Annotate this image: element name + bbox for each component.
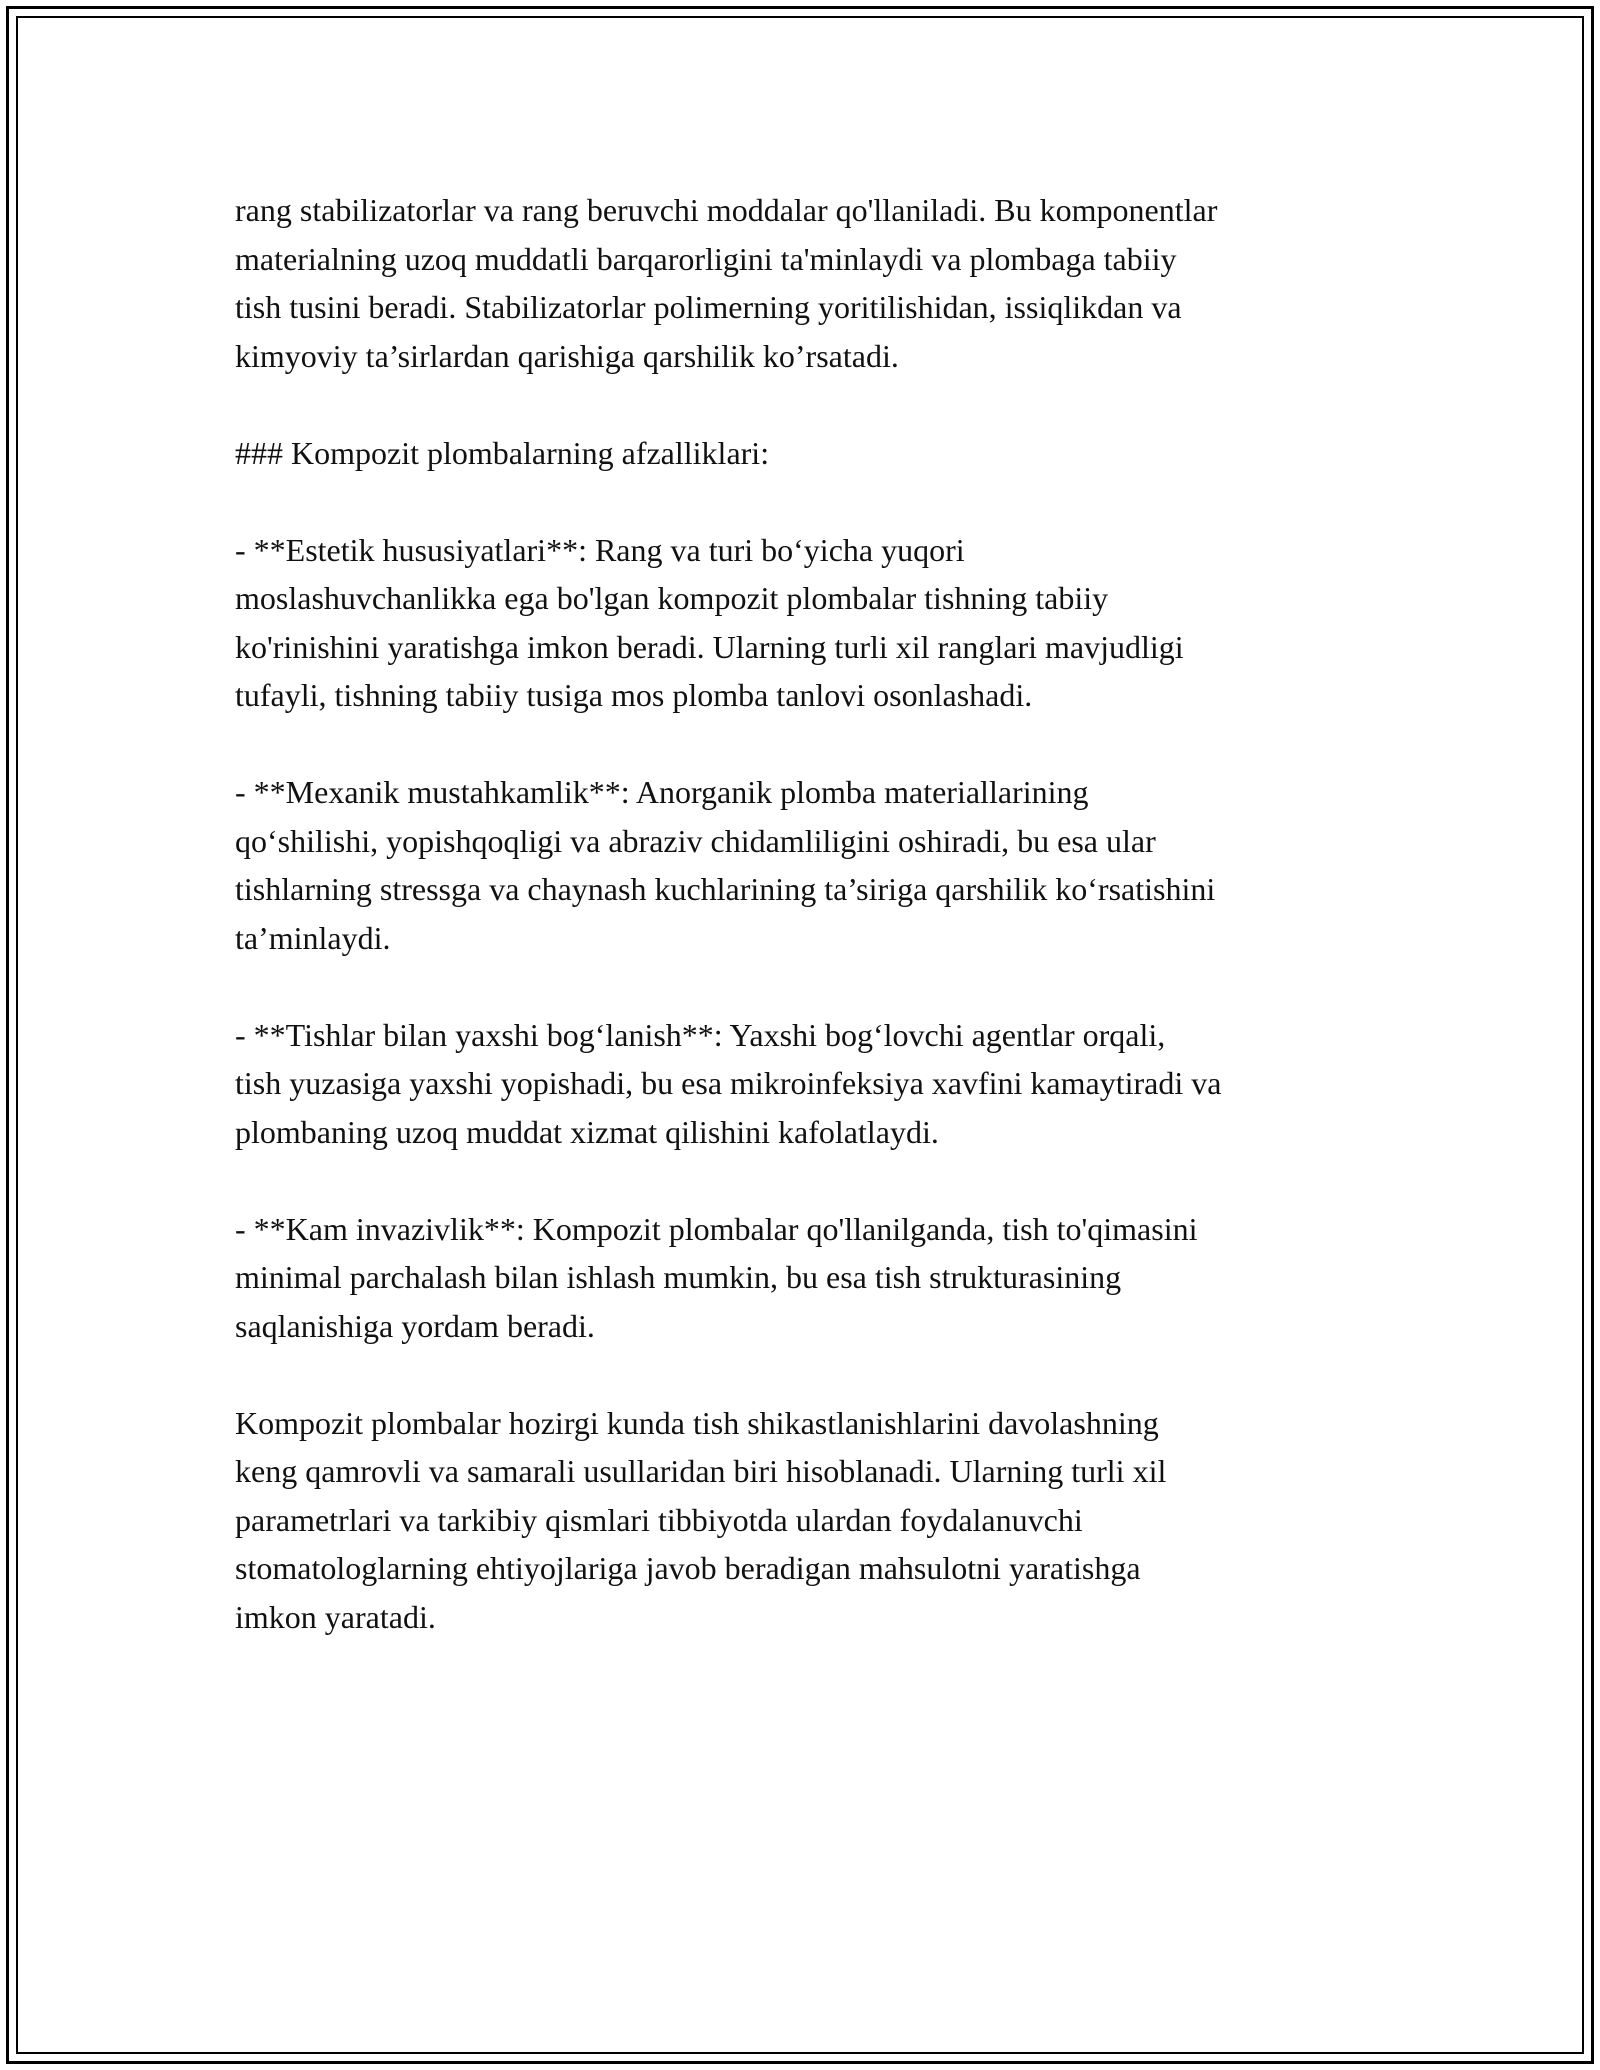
paragraph-conclusion: Kompozit plombalar hozirgi kunda tish shikastlanishlarini davolashning keng qamrovli va samarali usullaridan biri hisoblanadi. Ularning turli xil parametrlari va tarkibiy qismlari tibbiyotda ulardan foydalanuvchi stomatologlarning ehtiyojlariga javob beradigan mahsulotni yaratishga imkon yaratadi.	[235, 1404, 1167, 1635]
list-item-bonding: - **Tishlar bilan yaxshi bog‘lanish**: Yaxshi bog‘lovchi agentlar orqali, tish yuzasiga yaxshi yopishadi, bu esa mikroinfeksiya xavfini kamaytiradi va plombaning uzoq muddat xizmat qilishini kafolatlaydi.	[235, 1016, 1222, 1150]
document-body	[235, 186, 1375, 1641]
section-heading-advantages: ### Kompozit plombalarning afzalliklari:	[235, 434, 770, 471]
list-item-mechanical-strength: - **Mexanik mustahkamlik**: Anorganik plomba materiallarining qo‘shilishi, yopishqoqligi va abraziv chidamliligini oshiradi, bu esa ular tishlarning stressga va chaynash kuchlarining ta’siriga qarshilik ko‘rsatishini ta’minlaydi.	[235, 774, 1216, 956]
list-item-aesthetic-properties: - **Estetik hususiyatlari**: Rang va turi bo‘yicha yuqori moslashuvchanlikka ega bo'lgan kompozit plombalar tishning tabiiy ko'rinishini yaratishga imkon beradi. Ularning turli xil ranglari mavjudligi tufayli, tishning tabiiy tusiga mos plomba tanlovi osonlashadi.	[235, 531, 1184, 713]
paragraph-stabilizers: rang stabilizatorlar va rang beruvchi moddalar qo'llaniladi. Bu komponentlar materialning uzoq muddatli barqarorligini ta'minlaydi va plombaga tabiiy tish tusini beradi. Stabilizatorlar polimerning yoritilishidan, issiqlikdan va kimyoviy ta’sirlardan qarishiga qarshilik ko’rsatadi.	[235, 192, 1218, 374]
list-item-minimal-invasiveness: - **Kam invazivlik**: Kompozit plombalar qo'llanilganda, tish to'qimasini minimal parchalash bilan ishlash mumkin, bu esa tish strukturasining saqlanishiga yordam beradi.	[235, 1210, 1198, 1344]
